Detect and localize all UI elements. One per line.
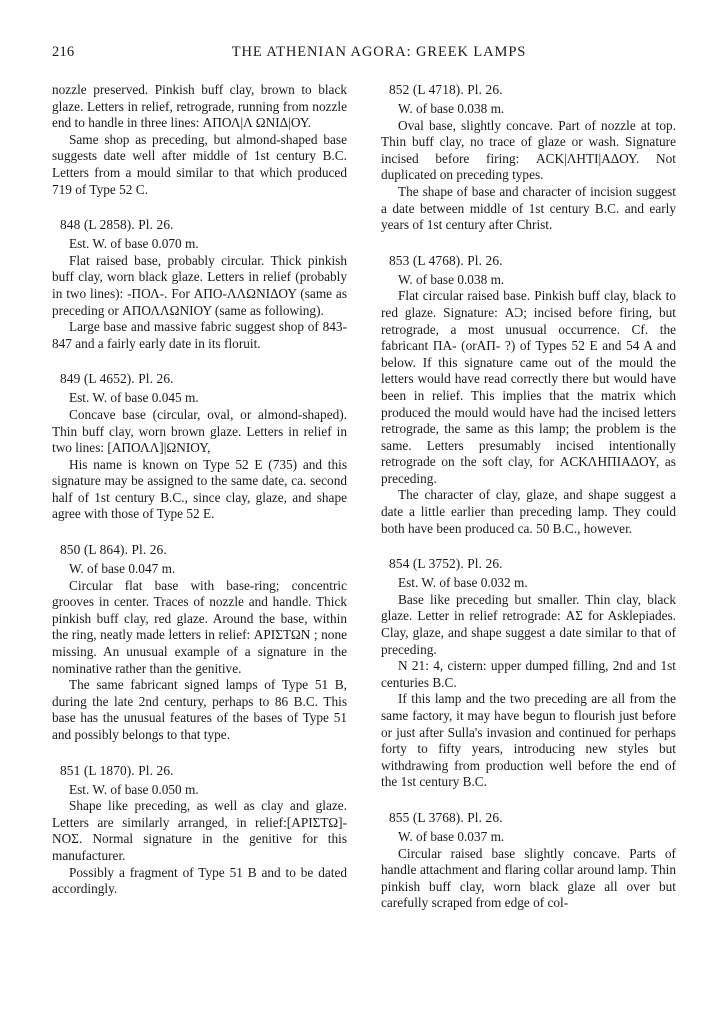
paragraph: Flat raised base, probably circular. Thick pinkish buff clay, worn black glaze. Letters in relief (probably in two lines): -ΠΟΛ-. For ΑΠΟ-ΛΛΩΝΙΔΟΥ (same as preceding or ΑΠΟΛΛΩΝΙΟΥ (same as following). (52, 252, 347, 318)
paragraph: W. of base 0.038 m. (398, 101, 505, 116)
entry-heading: 849 (L 4652). Pl. 26. (60, 371, 174, 387)
paragraph: Shape like preceding, as well as clay and glaze. Letters are similarly arranged, in relief:[ΑΡΙΣΤΩ]-ΝΟΣ. Normal signature in the genitive for this manufacturer. (52, 798, 347, 863)
paragraph: Base like preceding but smaller. Thin clay, black glaze. Letter in relief retrograde: ΑΣ for Asklepiades. Clay, glaze, and shape suggest a date similar to that of preceding. (381, 591, 676, 657)
paragraph: The same fabricant signed lamps of Type 51 B, during the late 2nd century, perhaps to 86 B.C. This base has the unusual features of the bases of Type 51 and possibly belongs to that type. (52, 677, 347, 742)
entry-heading: 851 (L 1870). Pl. 26. (60, 762, 174, 778)
paragraph: W. of base 0.047 m. (69, 561, 176, 577)
paragraph: Same shop as preceding, but almond-shaped base suggests date well after middle of 1st century B.C. Letters from a mould similar to that which produced 719 of Type 52 C. (52, 131, 347, 197)
paragraph: Circular flat base with base-ring; concentric grooves in center. Traces of nozzle and handle. Thick pinkish buff clay, red glaze. Around the base, within the ring, neatly made letters in relief: ΑΡΙΣΤΩΝ ; none missing. An unusual example of a signature in the nominative rather than the genitive. (52, 577, 347, 676)
paragraph: Est. W. of base 0.070 m. (69, 236, 199, 252)
entry-heading: 852 (L 4718). Pl. 26. (389, 82, 503, 97)
paragraph: N 21: 4, cistern: upper dumped filling, 2nd and 1st centuries B.C. (381, 658, 676, 690)
catalog-entry (52, 542, 347, 744)
catalog-entry (52, 217, 347, 352)
catalog-entry (52, 371, 347, 523)
paragraph: Flat circular raised base. Pinkish buff clay, black to red glaze. Signature: ΑϽ; incised before firing, but retrograde, a most unusual occurrence. Cf. the fabricant ΠΑ- (orΑΠ- ?) of Types 52 E and 54 A and below. If this signature came out of the mould the letters would have read correctly there but would have been in relief. This implies that the matrix which produced the mould would have had the incised letters retrograde, the same as this lamp; the problem is the same. Letters presumably incised intentionally retrograde on the soft clay, for ΑCΚΛΗΠΙΑΔΟΥ, as preceding. (381, 288, 676, 486)
entry-heading: 854 (L 3752). Pl. 26. (389, 556, 503, 572)
continuation-text (52, 82, 347, 198)
paragraph: Concave base (circular, oval, or almond-shaped). Thin buff clay, worn brown glaze. Letters in relief in two lines: [ΑΠΟΛΛ]|ΩΝΙΟΥ, (52, 406, 347, 456)
paragraph: Est. W. of base 0.032 m. (398, 575, 528, 591)
paragraph: Possibly a fragment of Type 51 B and to be dated accordingly. (52, 864, 347, 897)
paragraph: Est. W. of base 0.050 m. (69, 781, 199, 797)
paragraph: Est. W. of base 0.045 m. (69, 390, 199, 406)
paragraph: W. of base 0.037 m. (398, 828, 505, 844)
page-header (52, 44, 676, 66)
entry-heading: 848 (L 2858). Pl. 26. (60, 217, 174, 233)
left-column (52, 82, 347, 912)
running-title: THE ATHENIAN AGORA: GREEK LAMPS (231, 44, 527, 60)
entry-heading: 855 (L 3768). Pl. 26. (389, 809, 503, 825)
paragraph: Oval base, slightly concave. Part of nozzle at top. Thin buff clay, no trace of glaze or wash. Signature incised before firing: ΑCΚ|ΛΗΤΙ|ΑΔΟΥ. Not duplicated on preceding types. (381, 117, 676, 183)
paragraph: Large base and massive fabric suggest shop of 843-847 and a fairly early date in its floruit. (52, 319, 347, 351)
catalog-entry (381, 810, 676, 912)
entry-heading: 853 (L 4768). Pl. 26. (389, 252, 503, 268)
paragraph: If this lamp and the two preceding are all from the same factory, it may have begun to flourish just before or just after Sulla's invasion and continued for perhaps forty to fifty years, introducing new styles but withdrawing from production well before the end of the 1st century B.C. (381, 691, 676, 790)
entry-heading: 850 (L 864). Pl. 26. (60, 542, 167, 558)
page-number: 216 (52, 44, 75, 60)
paragraph: The shape of base and character of incision suggest a date between middle of 1st century B.C. and early years of 1st century after Christ. (381, 183, 676, 233)
catalog-entry (52, 763, 347, 898)
text-columns (52, 82, 676, 912)
right-column (381, 82, 676, 912)
catalog-entry (381, 82, 676, 234)
catalog-entry (381, 253, 676, 538)
paragraph: Circular raised base slightly concave. Parts of handle attachment and flaring collar around lamp. Thin pinkish buff clay, worn black glaze all over but carefully scraped from edge of col- (381, 845, 676, 911)
paragraph: W. of base 0.038 m. (398, 271, 505, 287)
paragraph: His name is known on Type 52 E (735) and this signature may be assigned to the same date, ca. second half of 1st century B.C., since clay, glaze, and shape agree with those of Type 52 E. (52, 456, 347, 522)
catalog-entry (381, 556, 676, 791)
paragraph: The character of clay, glaze, and shape suggest a date a little earlier than preceding lamp. They could both have been produced ca. 50 B.C., however. (381, 487, 676, 536)
paragraph: nozzle preserved. Pinkish buff clay, brown to black glaze. Letters in relief, retrograde, running from nozzle end to handle in three lines: ΑΠΟΛ|Λ ΩΝΙΔ|ΟΥ. (52, 82, 347, 131)
